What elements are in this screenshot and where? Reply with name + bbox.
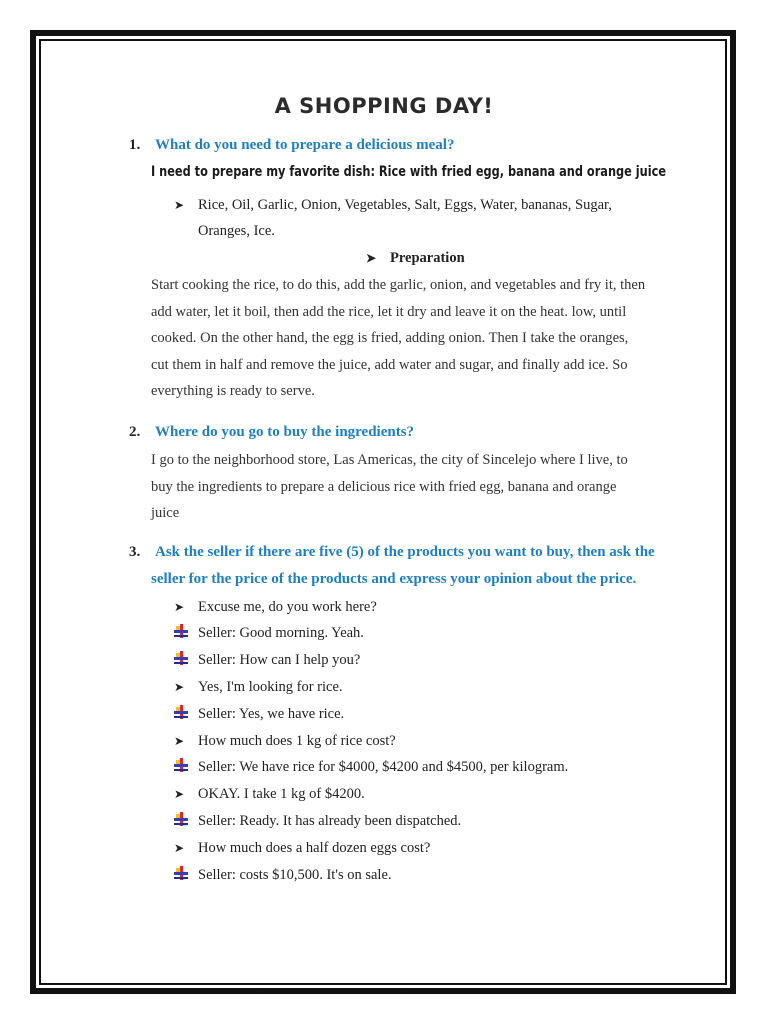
paragraph-line: cooked. On the other hand, the egg is fried, adding onion. Then I take the oranges, — [151, 330, 629, 346]
dialogue-text: Seller: costs $10,500. It's on sale. — [198, 866, 392, 883]
dialogue-text: Seller: We have rice for $4000, $4200 and $4500, per kilogram. — [198, 759, 569, 776]
question-1-number: 1. — [129, 137, 141, 153]
question-2-answer — [151, 447, 628, 527]
seller-flag-icon — [174, 812, 198, 831]
dialogue-item — [174, 648, 360, 674]
seller-flag-icon — [174, 651, 198, 670]
preparation-paragraph — [151, 272, 645, 405]
dialogue-text: OKAY. I take 1 kg of $4200. — [198, 786, 365, 803]
seller-flag-icon — [174, 624, 198, 643]
question-3-text-line-2: seller for the price of the products and express your opinion about the price. — [151, 571, 637, 587]
ingredients-line-2 — [198, 218, 275, 244]
arrow-bullet-icon: ➤ — [174, 787, 185, 802]
seller-flag-icon — [174, 705, 198, 724]
arrow-bullet-icon: ➤ — [174, 599, 185, 614]
page-title: A SHOPPING DAY! — [274, 94, 494, 118]
dialogue-text: Seller: How can I help you? — [198, 652, 361, 669]
dialogue-item — [174, 755, 568, 781]
dialogue-text: Seller: Yes, we have rice. — [198, 705, 345, 722]
arrow-bullet-icon: ➤ — [174, 733, 185, 748]
ingredients-text: Rice, Oil, Garlic, Onion, Vegetables, Salt, Eggs, Water, bananas, Sugar, — [198, 196, 612, 213]
dialogue-text: Seller: Ready. It has already been dispatched. — [198, 812, 462, 829]
dialogue-text: How much does a half dozen eggs cost? — [198, 839, 431, 856]
dialogue-item — [174, 728, 396, 754]
paragraph-line: cut them in half and remove the juice, add water and sugar, and finally add ice. So — [151, 356, 628, 373]
arrow-bullet-icon: ➤ — [174, 840, 185, 855]
dialogue-item — [174, 594, 377, 620]
question-1-answer: I need to prepare my favorite dish: Rice with fried egg, banana and orange juice — [151, 164, 667, 180]
dialogue-item — [174, 674, 343, 700]
question-3-text-line-1: Ask the seller if there are five (5) of the products you want to buy, then ask the — [155, 544, 655, 560]
paragraph-line: juice — [151, 505, 180, 521]
ingredients-text: Oranges, Ice. — [198, 222, 275, 239]
dialogue-item — [174, 701, 344, 727]
dialogue-item — [174, 808, 461, 834]
question-3 — [129, 539, 655, 566]
paragraph-line: everything is ready to serve. — [151, 383, 315, 399]
paragraph-line: Start cooking the rice, to do this, add the garlic, onion, and vegetables and fry it, then — [151, 277, 646, 293]
dialogue-text: Yes, I'm looking for rice. — [198, 678, 343, 695]
dialogue-text: How much does 1 kg of rice cost? — [198, 732, 396, 749]
question-2-number: 2. — [129, 424, 141, 440]
question-3-line-2 — [151, 566, 636, 593]
arrow-bullet-icon: ➤ — [366, 250, 377, 265]
question-1 — [129, 132, 454, 159]
question-3-number: 3. — [129, 544, 141, 560]
question-1-text: What do you need to prepare a delicious meal? — [155, 137, 455, 153]
dialogue-item — [174, 621, 364, 647]
dialogue-text: Seller: Good morning. Yeah. — [198, 625, 364, 642]
seller-flag-icon — [174, 866, 198, 885]
preparation-heading — [366, 245, 465, 271]
dialogue-item — [174, 835, 430, 861]
arrow-bullet-icon: ➤ — [174, 679, 185, 694]
paragraph-line: I go to the neighborhood store, Las Americas, the city of Sincelejo where I live, to — [151, 452, 628, 468]
paragraph-line: add water, let it boil, then add the rice, let it dry and leave it on the heat. low, until — [151, 303, 627, 320]
paragraph-line: buy the ingredients to prepare a delicious rice with fried egg, banana and orange — [151, 478, 617, 495]
question-2-text: Where do you go to buy the ingredients? — [155, 424, 415, 440]
dialogue-text: Excuse me, do you work here? — [198, 598, 377, 615]
dialogue-item — [174, 782, 365, 808]
arrow-bullet-icon: ➤ — [174, 197, 185, 212]
dialogue-item — [174, 862, 392, 888]
question-2 — [129, 419, 414, 446]
ingredients-line-1 — [174, 192, 612, 218]
seller-flag-icon — [174, 758, 198, 777]
preparation-heading-text: Preparation — [390, 249, 465, 266]
